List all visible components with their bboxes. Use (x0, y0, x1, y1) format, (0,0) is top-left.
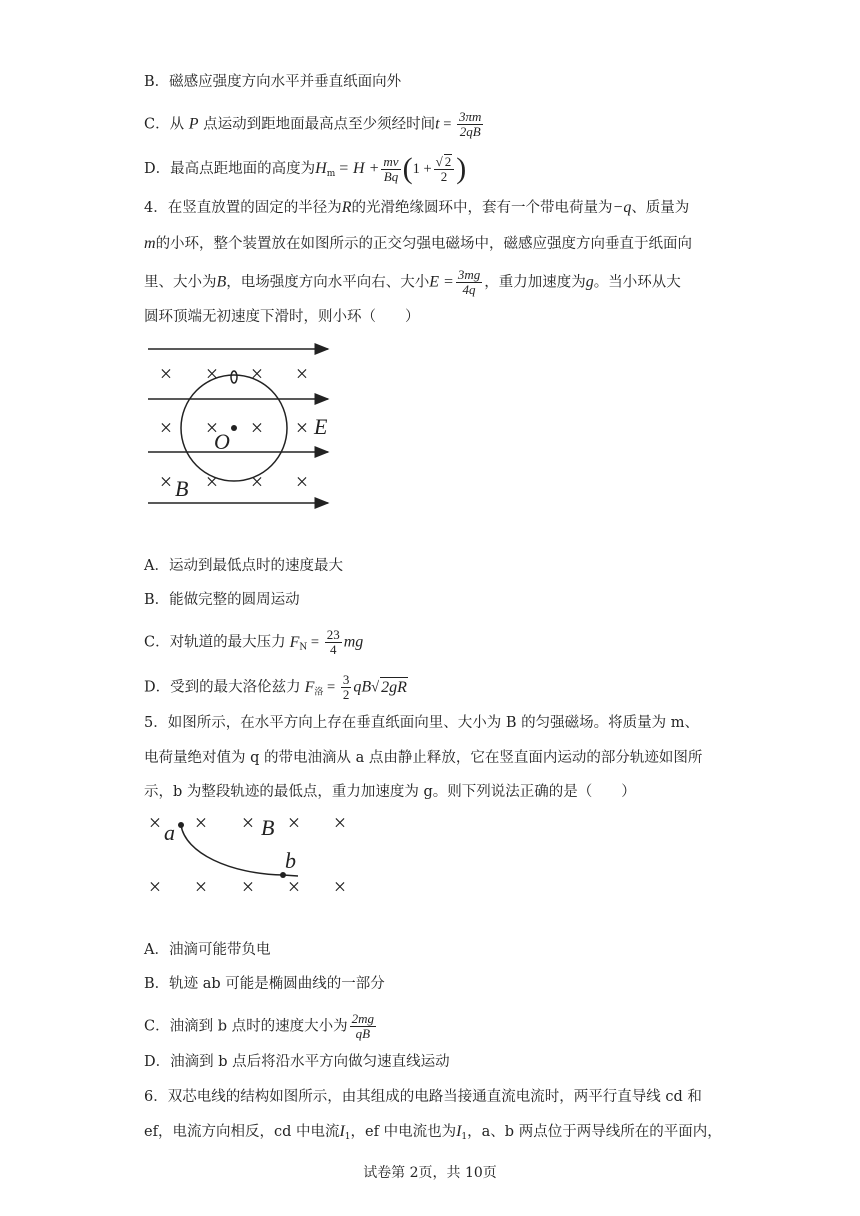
x-mark: × (205, 469, 219, 494)
x-mark: × (205, 415, 219, 440)
x-mark: × (194, 810, 208, 835)
q4-stem-line1: 4．在竖直放置的固定的半径为R的光滑绝缘圆环中，套有一个带电荷量为−q、质量为 (144, 199, 690, 216)
q4-stem-line3: 里、大小为B，电场强度方向水平向右、大小E = $\frac{3mg}{4q}$ ，重力加速度为g。当小环从大 (144, 267, 681, 297)
x-mark: × (205, 361, 219, 386)
x-mark: × (333, 874, 347, 899)
q6-stem-line1: 6．双芯电线的结构如图所示，由其组成的电路当接通直流电流时，两平行直导线 cd 和 (144, 1089, 702, 1105)
x-mark: × (241, 874, 255, 899)
q3-option-d: D．最高点距地面的高度为$H_m = H$ + $\frac{mv}{Bq}$ (1 + $\frac{√ 2}{2}$ ) (144, 152, 467, 185)
x-mark: × (194, 874, 208, 899)
x-mark: × (295, 361, 309, 386)
q6-stem-line2: ef，电流方向相反，cd 中电流$I_1$，ef 中电流也为$I_1$，a、b 两点位于两导线所在的平面内， (144, 1123, 722, 1142)
label-field-b: B (261, 815, 275, 840)
point-a (178, 822, 184, 828)
q5-option-b: B．轨迹 ab 可能是椭圆曲线的一部分 (144, 976, 385, 992)
label-o: O (214, 429, 230, 454)
x-mark: × (159, 469, 173, 494)
x-mark: × (148, 874, 162, 899)
x-mark: × (241, 810, 255, 835)
label-a: a (164, 820, 175, 845)
q5-stem-line1: 5．如图所示，在水平方向上存在垂直纸面向里、大小为 B 的匀强磁场。将质量为 m、 (144, 715, 699, 731)
x-mark: × (287, 810, 301, 835)
q4-option-b: B．能做完整的圆周运动 (144, 592, 300, 608)
x-mark: × (159, 415, 173, 440)
q4-option-d: D．受到的最大洛伦兹力 $F_洛$ = $\frac{3}{2}$ qB√ 2gR (144, 672, 407, 702)
page-footer: 试卷第 2页，共 10页 (363, 1165, 497, 1181)
q4-option-c: C．对轨道的最大压力 $F_N$ = $\frac{23}{4}$ mg (144, 627, 364, 657)
q5-option-c: C．油滴到 b 点时的速度大小为 $\frac{2mg}{qB}$ (144, 1011, 374, 1041)
x-mark: × (287, 874, 301, 899)
x-mark: × (295, 469, 309, 494)
q5-option-a: A．油滴可能带负电 (144, 942, 271, 958)
q5-trajectory-diagram (140, 808, 370, 903)
x-mark: × (250, 415, 264, 440)
x-mark: × (250, 361, 264, 386)
q4-field-diagram (140, 340, 340, 515)
x-mark: × (295, 415, 309, 440)
label-b: B (175, 476, 189, 501)
x-mark: × (250, 469, 264, 494)
q5-stem-line3: 示，b 为整段轨迹的最低点，重力加速度为 g。则下列说法正确的是（ ） (144, 784, 636, 800)
q3-option-b: B．磁感应强度方向水平并垂直纸面向外 (144, 74, 402, 90)
label-e: E (314, 414, 328, 439)
q4-stem-line4: 圆环顶端无初速度下滑时，则小环（ ） (144, 309, 420, 325)
x-mark: × (159, 361, 173, 386)
label-b: b (285, 848, 296, 873)
q3-option-c: C．从 P 点运动到距地面最高点至少须经时间t = $\frac{3\pi m}{2qB}$ (144, 109, 482, 139)
small-ring (231, 371, 237, 383)
q5-stem-line2: 电荷量绝对值为 q 的带电油滴从 a 点由静止释放，它在竖直面内运动的部分轨迹如图所 (144, 750, 703, 766)
q4-option-a: A．运动到最低点时的速度最大 (144, 558, 343, 574)
q4-stem-line2: m的小环，整个装置放在如图所示的正交匀强电磁场中，磁感应强度方向垂直于纸面向 (144, 235, 693, 252)
q5-option-d: D．油滴到 b 点后将沿水平方向做匀速直线运动 (144, 1054, 450, 1070)
x-mark: × (148, 810, 162, 835)
x-mark: × (333, 810, 347, 835)
center-point (231, 425, 237, 431)
q3-option-c-fraction: $\frac{3\pi m}{2qB}$ (459, 109, 482, 139)
